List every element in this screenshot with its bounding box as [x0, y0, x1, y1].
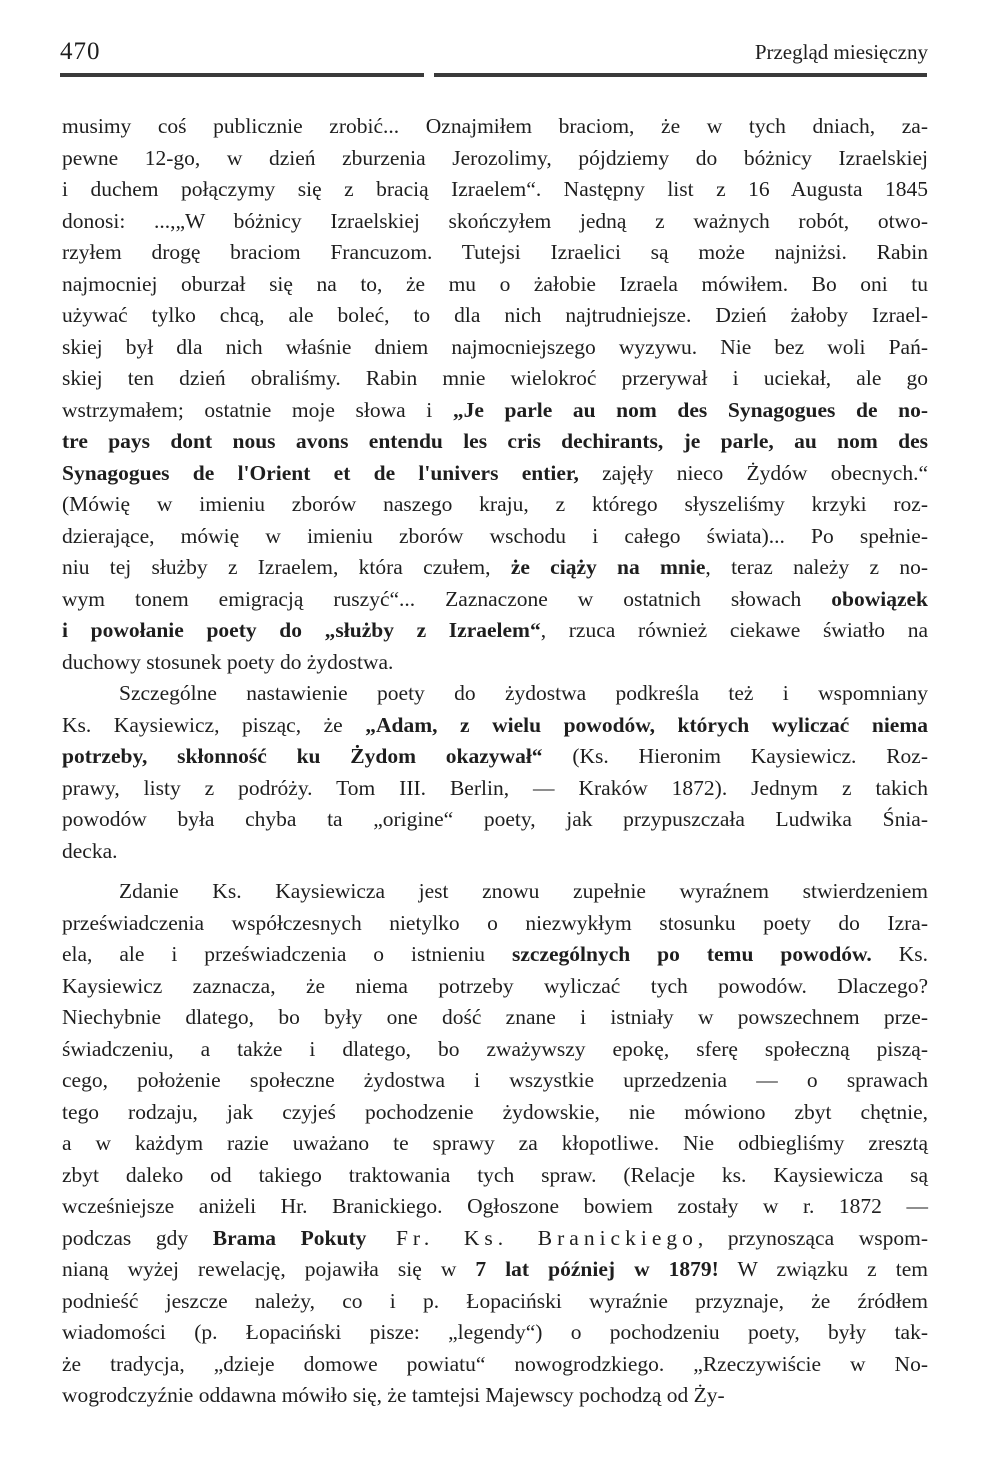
text-line: [62, 1160, 928, 1192]
bold-text: obowiązek: [831, 586, 928, 611]
bold-text: tre pays dont nous avons entendu les cris dechirants, je parle, au nom des: [62, 429, 928, 453]
text-segment: (Mówię w imieniu zborów naszego kraju, z którego słyszeliśmy krzyki roz-: [62, 492, 928, 516]
text-line: [62, 908, 928, 940]
text-segment: najmocniej oburzał się na to, że mu o żałobie Izraela mówiłem. Bo oni tu: [62, 271, 928, 296]
text-line: [62, 584, 928, 616]
text-segment: prawy, listy z podróży. Tom III. Berlin, — Kraków 1872). Jednym z takich: [62, 775, 928, 800]
text-segment: skiej ten dzień obraliśmy. Rabin mnie wielokroć przerywał i uciekał, ale go: [62, 366, 928, 390]
running-head: Przegląd miesięczny: [754, 40, 928, 64]
text-line: [62, 300, 928, 332]
text-segment: wiadomości (p. Łopaciński pisze: „legendy“) o pochodzeniu poety, były tak-: [62, 1320, 928, 1344]
text-line: [62, 1254, 928, 1286]
text-segment: świadczeniu, a także i dlatego, bo zważywszy epokę, sferę społeczną piszą-: [62, 1036, 928, 1061]
text-segment: Ks. Kaysiewicz, pisząc, że: [62, 712, 366, 737]
header-rule: [434, 73, 927, 77]
text-segment: rzyłem drogę braciom Francuzom. Tutejsi Izraelici są może najniżsi. Rabin: [62, 240, 928, 264]
paragraph: [62, 111, 928, 678]
text-segment: , teraz należy z no-: [705, 555, 928, 579]
text-line: [62, 804, 928, 836]
text-line: [62, 111, 928, 143]
text-segment: , przynosząca wspom-: [697, 1225, 929, 1250]
text-line: [62, 1065, 928, 1097]
text-line: [62, 741, 928, 773]
text-segment: a w każdym razie uważano te sprawy za kłopotliwe. Nie odbiegliśmy zresztą: [62, 1131, 928, 1155]
text-line: [62, 1097, 928, 1129]
text-line: [62, 237, 928, 269]
paragraph: [62, 678, 928, 867]
bold-text: że ciąży na mnie: [510, 555, 706, 579]
text-line: [62, 332, 928, 364]
text-line: [62, 1002, 928, 1034]
text-line: [62, 206, 928, 238]
text-segment: donosi: ...,„W bóżnicy Izraelskiej skończyłem jedną z ważnych robót, otwo-: [62, 208, 928, 233]
text-line: [62, 269, 928, 301]
text-line: [62, 710, 928, 742]
text-segment: podczas gdy: [62, 1225, 213, 1250]
text-line: [62, 143, 928, 175]
text-line: [62, 174, 928, 206]
text-segment: Ks.: [871, 942, 928, 966]
text-line: [62, 1380, 928, 1412]
text-segment: Zdanie Ks. Kaysiewicza jest znowu zupełnie wyraźnem stwierdzeniem: [119, 879, 928, 903]
spaced-text: Fr. Ks. Branickiego: [366, 1225, 698, 1250]
bold-text: i powołanie poety do „służby z Izraelem“: [62, 618, 541, 642]
bold-text: Brama Pokuty: [212, 1225, 367, 1250]
text-segment: wym tonem emigracją ruszyć“... Zaznaczone w ostatnich słowach: [62, 586, 832, 611]
text-segment: wstrzymałem; ostatnie moje słowa i: [62, 397, 453, 422]
text-segment: tego rodzaju, jak czyjeś pochodzenie żydowskie, nie mówiono zbyt chętnie,: [62, 1099, 928, 1124]
text-line: [62, 1317, 928, 1349]
bold-text: „Je parle au nom des Synagogues de no-: [452, 397, 928, 422]
text-segment: używać tylko chcą, ale boleć, to dla nich najtrudniejsze. Dzień żałoby Izrael-: [62, 303, 928, 327]
paragraph: [62, 876, 928, 1412]
text-line: [62, 521, 928, 553]
text-line: [62, 773, 928, 805]
text-segment: musimy coś publicznie zrobić... Oznajmiłem braciom, że w tych dniach, za-: [62, 114, 928, 138]
text-segment: , rzuca również ciekawe światło na: [540, 618, 928, 642]
text-segment: niu tej służby z Izraelem, która czułem,: [62, 555, 511, 579]
text-segment: Niechybnie dlatego, bo były one dość znane i istniały w powszechnem prze-: [62, 1005, 928, 1029]
bold-text: 7 lat później w 1879!: [475, 1257, 719, 1281]
text-line: [62, 1034, 928, 1066]
bold-text: potrzeby, skłonność ku Żydom okazywał“: [62, 744, 543, 768]
text-line: [62, 1349, 928, 1381]
bold-text: Synagogues de l'Orient et de l'univers entier,: [62, 460, 579, 485]
text-segment: przeświadczenia współczesnych nietylko o niezwykłym stosunku poety do Izra-: [62, 910, 928, 935]
text-segment: wogrodczyźnie oddawna mówiło się, że tamtejsi Majewscy pochodzą od Ży-: [62, 1383, 725, 1407]
text-line: [62, 615, 928, 647]
text-segment: (Ks. Hieronim Kaysiewicz. Roz-: [542, 744, 928, 768]
text-line: [62, 489, 928, 521]
text-segment: że tradycja, „dzieje domowe powiatu“ nowogrodzkiego. „Rzeczywiście w No-: [62, 1351, 928, 1376]
text-line: [62, 971, 928, 1003]
text-line: [62, 363, 928, 395]
text-segment: W związku z tem: [718, 1257, 928, 1281]
text-line: [62, 395, 928, 427]
text-segment: decka.: [62, 838, 118, 863]
text-line: [62, 552, 928, 584]
text-segment: cego, położenie społeczne żydostwa i wszystkie uprzedzenia — o sprawach: [62, 1068, 928, 1092]
text-segment: nianą wyżej rewelację, pojawiła się w: [62, 1257, 476, 1281]
text-line: [62, 458, 928, 490]
text-segment: podnieść jeszcze należy, co i p. Łopaciński wyraźnie przyznaje, że źródłem: [62, 1288, 928, 1313]
text-segment: wcześniejsze aniżeli Hr. Branickiego. Ogłoszone bowiem zostały w r. 1872 —: [62, 1194, 928, 1218]
text-segment: zajęły nieco Żydów obecnych.“: [578, 460, 928, 485]
text-line: [62, 939, 928, 971]
text-line: [62, 876, 928, 908]
text-segment: i duchem połączymy się z bracią Izraelem“. Następny list z 16 Augusta 1845: [62, 177, 928, 201]
text-segment: dzierające, mówię w imieniu zborów wschodu i całego świata)... Po spełnie-: [62, 523, 928, 548]
page-number: 470: [60, 38, 101, 65]
bold-text: szczególnych po temu powodów.: [512, 942, 872, 966]
text-segment: Szczególne nastawienie poety do żydostwa podkreśla też i wspomniany: [119, 681, 928, 705]
text-segment: pewne 12-go, w dzień zburzenia Jerozolimy, pójdziemy do bóżnicy Izraelskiej: [62, 145, 928, 170]
header-rule: [60, 73, 424, 77]
text-segment: zbyt daleko od takiego traktowania tych spraw. (Relacje ks. Kaysiewicza są: [62, 1162, 928, 1187]
text-segment: duchowy stosunek poety do żydostwa.: [62, 649, 394, 674]
text-line: [62, 1286, 928, 1318]
body-text: [62, 111, 928, 1412]
text-line: [62, 836, 928, 868]
text-line: [62, 1191, 928, 1223]
text-segment: powodów była chyba ta „origine“ poety, jak przypuszczała Ludwika Śnia-: [62, 807, 928, 831]
text-segment: Kaysiewicz zaznacza, że niema potrzeby wyliczać tych powodów. Dlaczego?: [62, 973, 928, 998]
text-line: [62, 1223, 928, 1255]
text-line: [62, 1128, 928, 1160]
text-line: [62, 647, 928, 679]
text-segment: skiej był dla nich właśnie dniem najmocniejszego wyzywu. Nie bez woli Pań-: [62, 334, 928, 359]
text-line: [62, 426, 928, 458]
text-segment: ela, ale i przeświadczenia o istnieniu: [62, 942, 513, 966]
text-line: [62, 678, 928, 710]
bold-text: „Adam, z wielu powodów, których wyliczać niema: [365, 712, 928, 737]
